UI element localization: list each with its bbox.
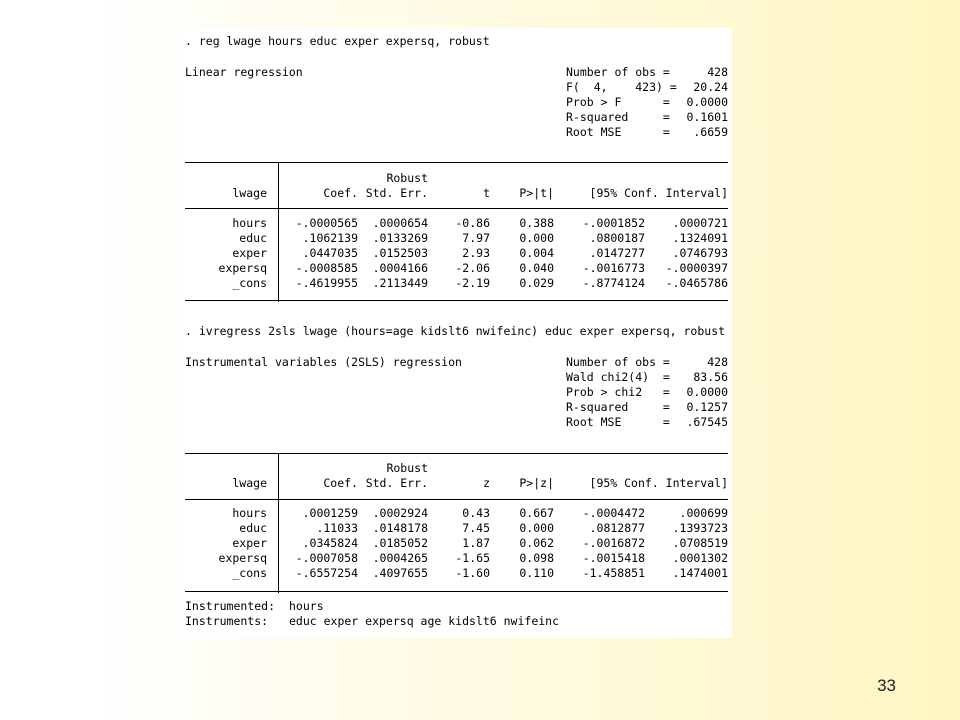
reg2-stat-value: 0.1257 [686,400,728,414]
ci-high-cell: .0001302 [672,551,728,565]
ci-high-cell: .1393723 [672,521,728,535]
se-cell: .0152503 [372,246,428,260]
reg1-stat-label: R-squared = [566,110,670,124]
reg2-stat-label: Root MSE = [566,415,670,429]
coef-cell: .0345824 [302,536,358,550]
header-p: P>|t| [519,186,554,200]
stat-cell: -2.19 [455,276,490,290]
se-cell: .0002924 [372,506,428,520]
var-name: hours [232,506,267,520]
stat-cell: -2.06 [455,261,490,275]
reg2-stat-value: 83.56 [693,370,728,384]
reg2-stat-label: Prob > chi2 = [566,385,670,399]
header-coef: Coef. [323,476,358,490]
coef-cell: .11033 [316,521,358,535]
header-robust: Robust [386,171,428,185]
var-name: educ [239,521,267,535]
reg2-stat-value: 428 [707,355,728,369]
reg1-stat-label: F( 4, 423) = [566,80,677,94]
reg2-stat-label: R-squared = [566,400,670,414]
coef-cell: -.6557254 [295,566,358,580]
reg1-command: . reg lwage hours educ exper expersq, robust [185,34,490,48]
coef-cell: -.0007058 [295,551,358,565]
coef-cell: -.0000565 [295,216,358,230]
p-cell: 0.040 [519,261,554,275]
reg2-stat-value: .67545 [686,415,728,429]
reg2-command: . ivregress 2sls lwage (hours=age kidslt6 nwifeinc) educ exper expersq, robust [185,324,726,338]
var-name: _cons [232,276,267,290]
footer-value: hours [289,599,324,613]
footer-label: Instrumented: [185,599,276,613]
stata-output [180,28,732,638]
table-rule [185,300,728,301]
stat-cell: -0.86 [455,216,490,230]
coef-cell: -.0008585 [295,261,358,275]
var-name: expersq [218,551,267,565]
reg1-stat-value: 0.0000 [686,95,728,109]
reg1-title: Linear regression [185,65,303,79]
stat-cell: 7.45 [462,521,490,535]
header-p: P>|z| [519,476,554,490]
se-cell: .0148178 [372,521,428,535]
ci-low-cell: -.0016773 [582,261,645,275]
se-cell: .0004166 [372,261,428,275]
p-cell: 0.388 [519,216,554,230]
ci-low-cell: -.0015418 [582,551,645,565]
var-name: _cons [232,566,267,580]
reg1-stat-value: 0.1601 [686,110,728,124]
header-stat: z [483,476,490,490]
stat-cell: -1.65 [455,551,490,565]
reg1-stat-label: Number of obs = [566,65,670,79]
table-rule [185,162,728,163]
header-dep-var: lwage [232,476,267,490]
footer-label: Instruments: [185,614,269,628]
stat-cell: 2.93 [462,246,490,260]
ci-high-cell: .000699 [679,506,728,520]
ci-high-cell: .0000721 [672,216,728,230]
se-cell: .0185052 [372,536,428,550]
reg2-stat-label: Number of obs = [566,355,670,369]
reg1-stat-value: 428 [707,65,728,79]
reg1-stat-value: 20.24 [693,80,728,94]
coef-cell: .0447035 [302,246,358,260]
coef-cell: .1062139 [302,231,358,245]
stat-cell: 0.43 [462,506,490,520]
reg2-title: Instrumental variables (2SLS) regression [185,355,462,369]
ci-high-cell: .0708519 [672,536,728,550]
ci-low-cell: -.8774124 [582,276,645,290]
page-number: 33 [877,676,896,695]
var-name: hours [232,216,267,230]
var-name: exper [232,246,267,260]
ci-high-cell: .0746793 [672,246,728,260]
table-rule [185,499,728,500]
header-se: Std. Err. [365,476,428,490]
var-name: exper [232,536,267,550]
reg2-stat-label: Wald chi2(4) = [566,370,670,384]
se-cell: .2113449 [372,276,428,290]
header-se: Std. Err. [365,186,428,200]
table-divider [278,453,279,593]
ci-high-cell: -.0465786 [665,276,728,290]
reg1-stat-label: Prob > F = [566,95,670,109]
ci-low-cell: -1.458851 [582,566,645,580]
stat-cell: -1.60 [455,566,490,580]
ci-low-cell: -.0001852 [582,216,645,230]
p-cell: 0.098 [519,551,554,565]
reg2-stat-value: 0.0000 [686,385,728,399]
coef-cell: -.4619955 [295,276,358,290]
footer-value: educ exper expersq age kidslt6 nwifeinc [289,614,560,628]
header-ci: [95% Conf. Interval] [589,476,728,490]
se-cell: .4097655 [372,566,428,580]
stat-cell: 1.87 [462,536,490,550]
p-cell: 0.029 [519,276,554,290]
ci-low-cell: -.0016872 [582,536,645,550]
ci-low-cell: .0147277 [589,246,645,260]
p-cell: 0.000 [519,231,554,245]
table-rule [185,208,728,209]
p-cell: 0.062 [519,536,554,550]
header-stat: t [483,186,490,200]
header-robust: Robust [386,461,428,475]
ci-low-cell: .0812877 [589,521,645,535]
ci-high-cell: .1324091 [672,231,728,245]
ci-high-cell: .1474001 [672,566,728,580]
table-rule [185,453,728,454]
table-rule [185,591,728,592]
reg1-stat-label: Root MSE = [566,125,670,139]
header-ci: [95% Conf. Interval] [589,186,728,200]
header-dep-var: lwage [232,186,267,200]
p-cell: 0.004 [519,246,554,260]
se-cell: .0000654 [372,216,428,230]
ci-low-cell: .0800187 [589,231,645,245]
p-cell: 0.000 [519,521,554,535]
stat-cell: 7.97 [462,231,490,245]
p-cell: 0.110 [519,566,554,580]
p-cell: 0.667 [519,506,554,520]
ci-low-cell: -.0004472 [582,506,645,520]
ci-high-cell: -.0000397 [665,261,728,275]
var-name: educ [239,231,267,245]
coef-cell: .0001259 [302,506,358,520]
table-divider [278,162,279,302]
se-cell: .0004265 [372,551,428,565]
header-coef: Coef. [323,186,358,200]
se-cell: .0133269 [372,231,428,245]
reg1-stat-value: .6659 [693,125,728,139]
var-name: expersq [218,261,267,275]
